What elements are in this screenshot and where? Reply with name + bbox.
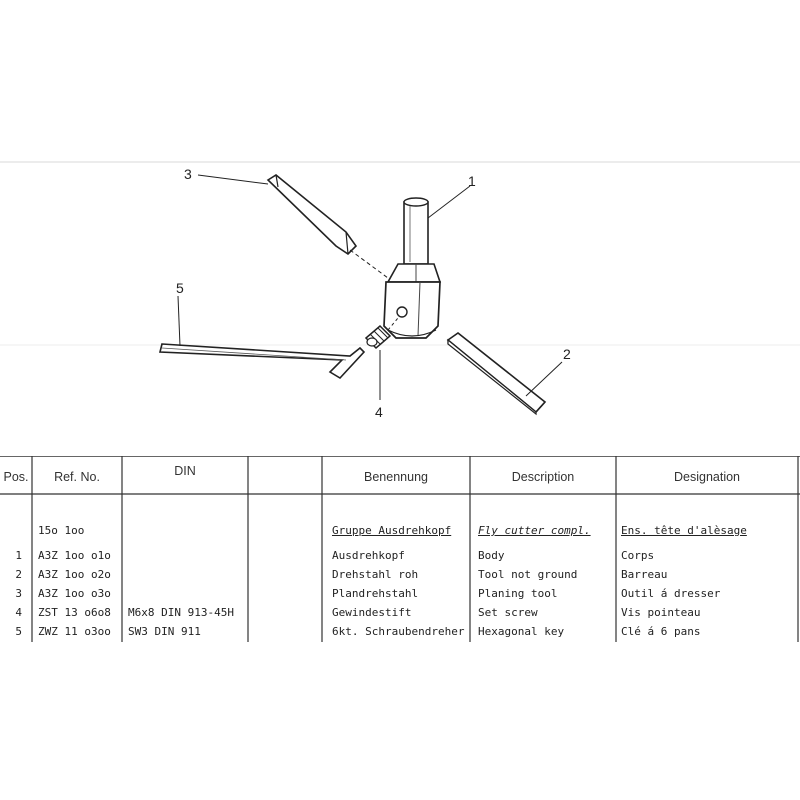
row-3-pos: 3 bbox=[15, 587, 22, 600]
part-planing-tool bbox=[268, 175, 356, 254]
group-benennung: Gruppe Ausdrehkopf bbox=[332, 524, 452, 537]
row-5-benennung: 6kt. Schraubendreher bbox=[332, 625, 465, 638]
callout-3: 3 bbox=[184, 166, 192, 182]
row-2-description: Tool not ground bbox=[478, 568, 578, 581]
row-3-description: Planing tool bbox=[478, 587, 558, 600]
row-2-pos: 2 bbox=[15, 568, 22, 581]
row-3-ref: A3Z 1oo o3o bbox=[38, 587, 111, 600]
callout-5: 5 bbox=[176, 280, 184, 296]
part-body bbox=[384, 198, 440, 338]
row-2-ref: A3Z 1oo o2o bbox=[38, 568, 111, 581]
row-4-pos: 4 bbox=[15, 606, 22, 619]
group-ref: 15o 1oo bbox=[38, 524, 85, 537]
header-ref-no: Ref. No. bbox=[54, 470, 100, 484]
row-3-designation: Outil á dresser bbox=[621, 587, 721, 600]
row-4-designation: Vis pointeau bbox=[621, 606, 701, 619]
callout-2: 2 bbox=[563, 346, 571, 362]
header-designation: Designation bbox=[673, 470, 740, 484]
header-empty bbox=[248, 462, 322, 492]
row-2-benennung: Drehstahl roh bbox=[332, 568, 419, 581]
group-description: Fly cutter compl. bbox=[478, 524, 591, 537]
row-2-designation: Barreau bbox=[621, 568, 668, 581]
row-3-benennung: Plandrehstahl bbox=[332, 587, 419, 600]
leader-line-2 bbox=[526, 362, 562, 396]
callout-4: 4 bbox=[375, 404, 383, 420]
row-4-benennung: Gewindestift bbox=[332, 606, 412, 619]
row-4-din: M6x8 DIN 913-45H bbox=[128, 606, 234, 619]
row-5-ref: ZWZ 11 o3oo bbox=[38, 625, 111, 638]
row-5-din: SW3 DIN 911 bbox=[128, 625, 201, 638]
header-din: DIN bbox=[174, 464, 196, 478]
header-pos: Pos. bbox=[3, 470, 29, 484]
row-1-benennung: Ausdrehkopf bbox=[332, 549, 405, 562]
row-5-pos: 5 bbox=[15, 625, 22, 638]
part-hexagonal-key bbox=[160, 344, 364, 378]
row-5-designation: Clé á 6 pans bbox=[621, 625, 701, 638]
header-benennung: Benennung bbox=[364, 470, 428, 484]
row-5-description: Hexagonal key bbox=[478, 625, 565, 638]
callout-1: 1 bbox=[468, 173, 476, 189]
group-designation: Ens. tête d'alèsage bbox=[621, 524, 747, 537]
row-1-description: Body bbox=[478, 549, 505, 562]
row-1-designation: Corps bbox=[621, 549, 655, 562]
row-1-ref: A3Z 1oo o1o bbox=[38, 549, 111, 562]
row-4-ref: ZST 13 o6o8 bbox=[38, 606, 111, 619]
leader-line-1 bbox=[428, 186, 470, 218]
header-description: Description bbox=[511, 470, 575, 484]
leader-line-3 bbox=[198, 175, 268, 184]
row-4-description: Set screw bbox=[478, 606, 538, 619]
row-1-pos: 1 bbox=[15, 549, 22, 562]
leader-line-5 bbox=[178, 296, 180, 346]
